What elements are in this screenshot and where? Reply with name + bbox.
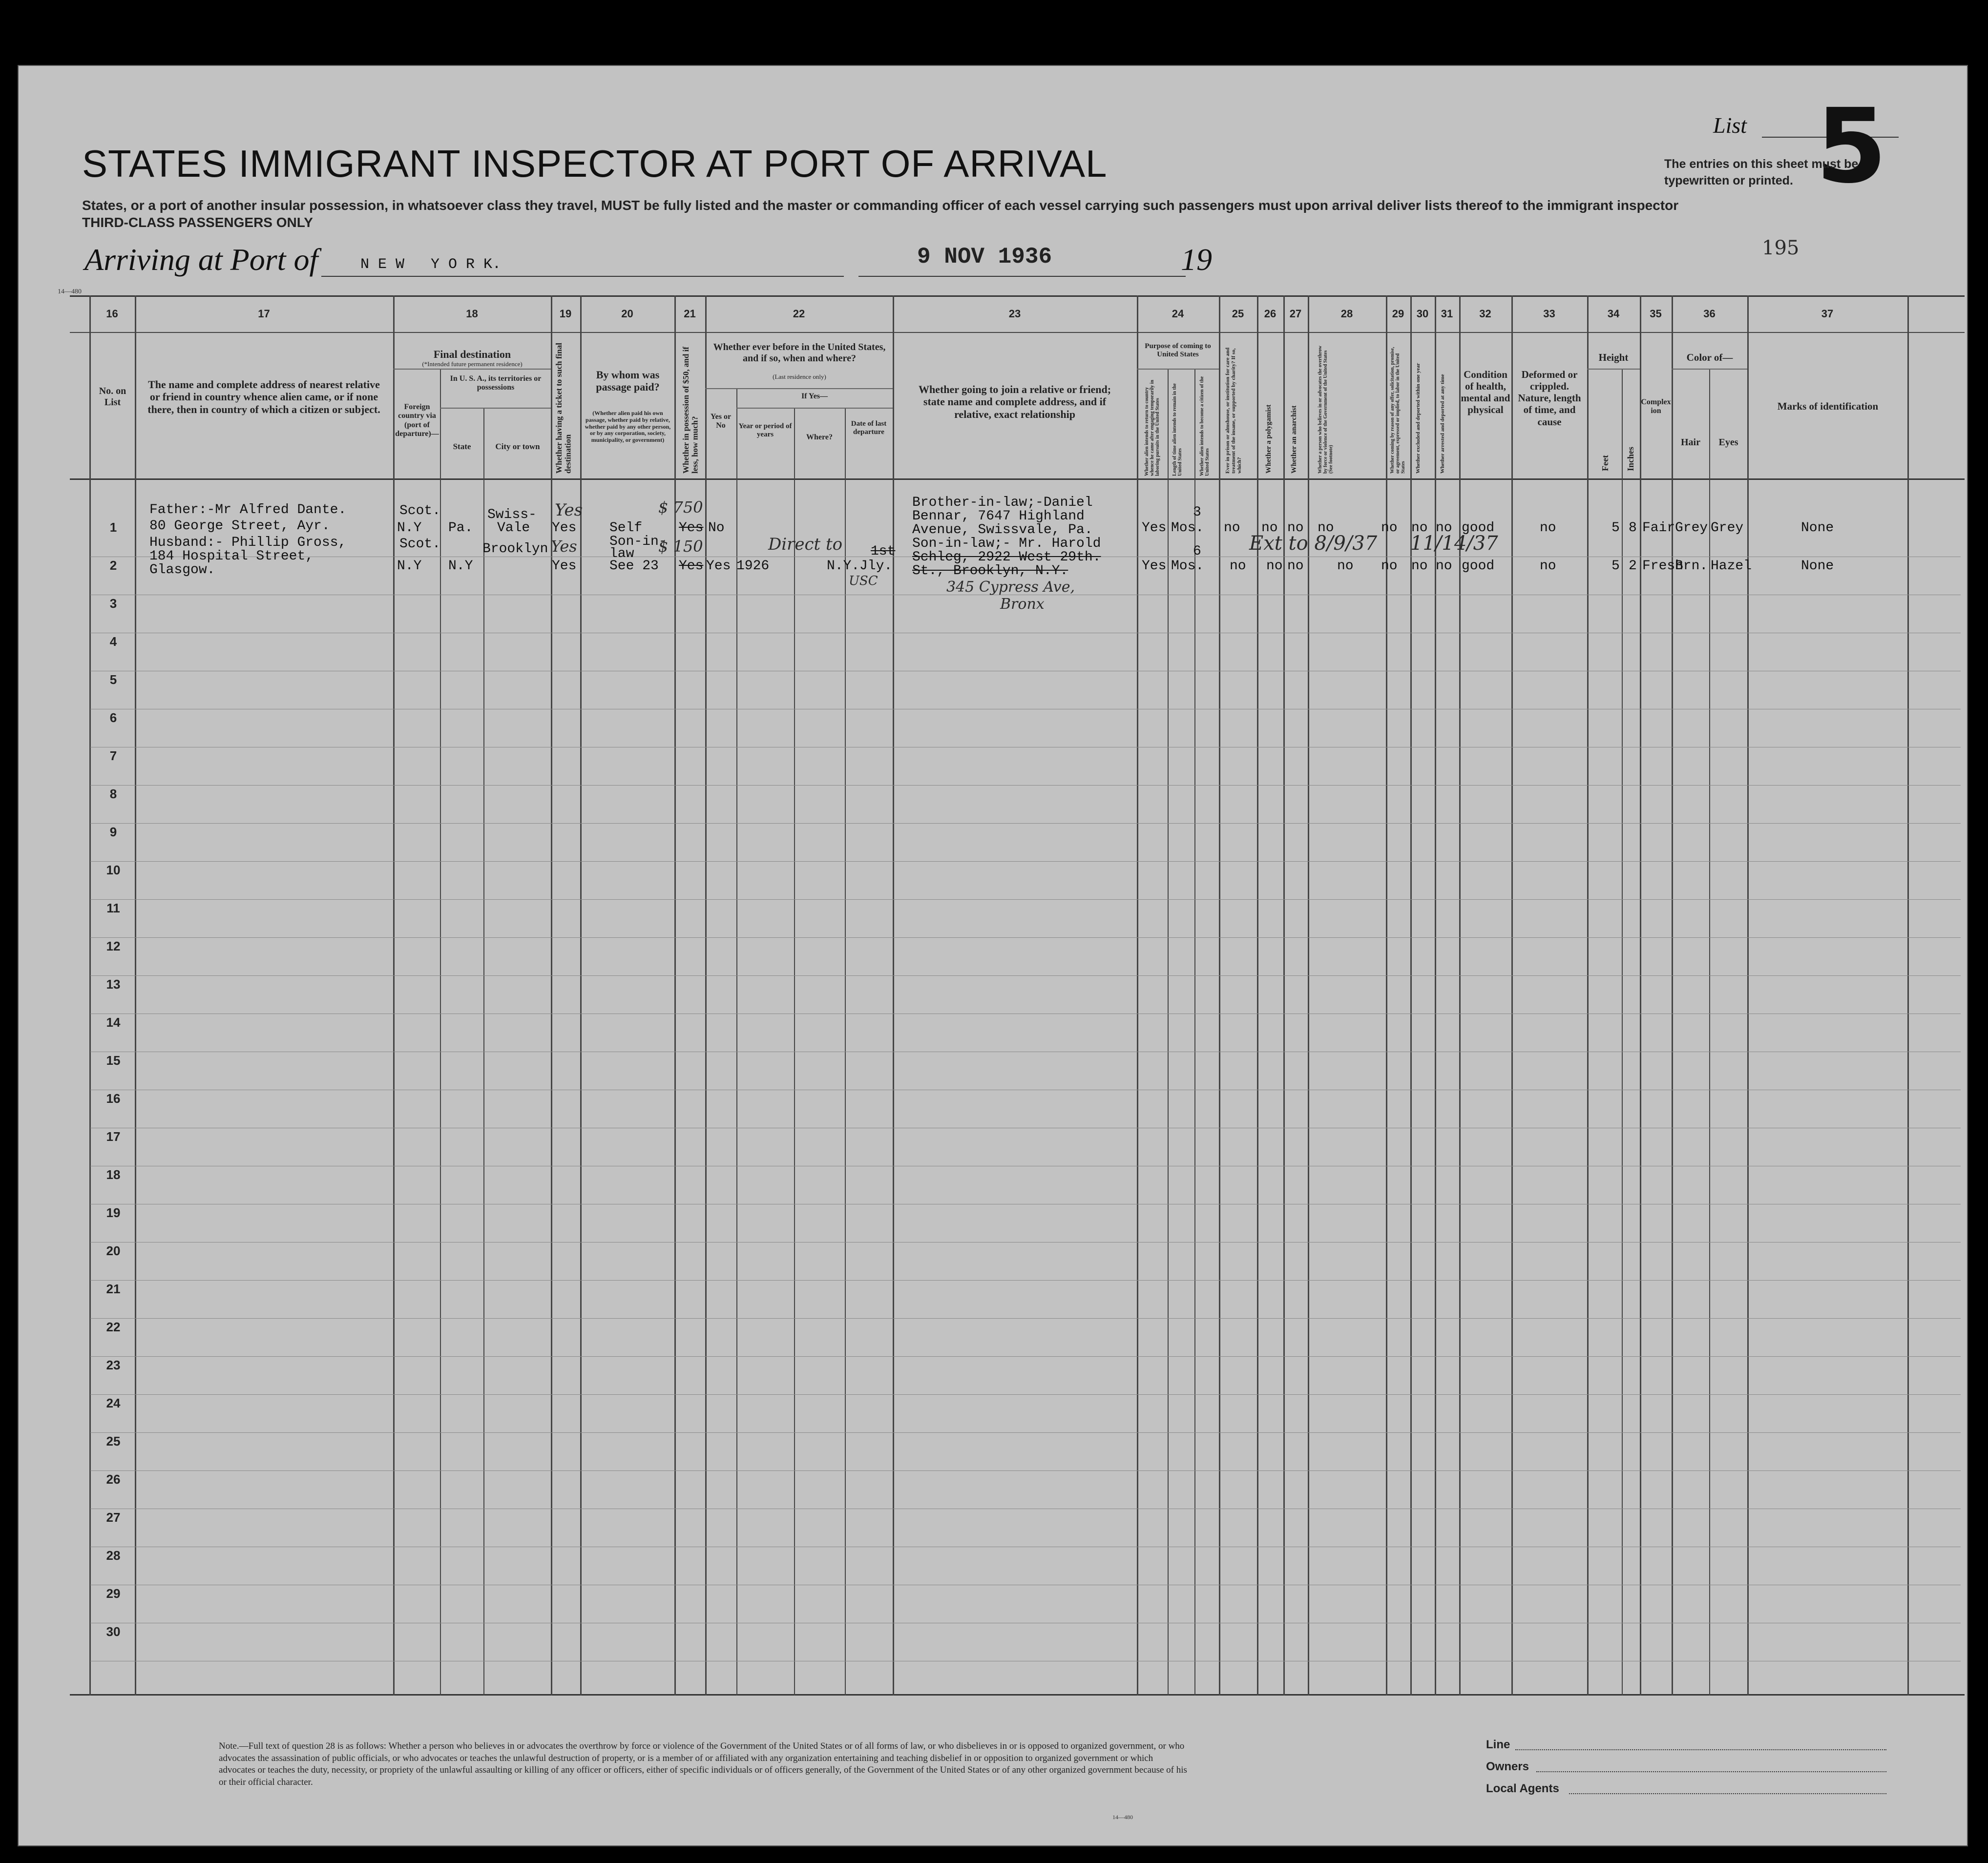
row1-arrested: no <box>1436 520 1452 536</box>
row2-where: N.Y. <box>827 559 860 574</box>
row2-departure: 1st <box>871 544 896 559</box>
line-label: Line <box>1486 1738 1510 1751</box>
row2-passage-line2: law <box>609 546 634 561</box>
row-number: 29 <box>106 1586 121 1601</box>
row2-excluded: no <box>1411 559 1428 574</box>
column-rule <box>1410 295 1412 1696</box>
row1-passage-paid: Self <box>609 520 643 536</box>
header-money: Whether in possession of $50, and if less, how much? <box>681 347 700 474</box>
row2-joining-handwritten-2: Bronx <box>1000 596 1045 613</box>
table-top-border <box>70 295 1965 297</box>
row2-ticket: Yes <box>552 559 577 574</box>
subheader-rule <box>393 369 551 370</box>
row-number: 8 <box>109 787 117 801</box>
row2-inches: 2 <box>1629 559 1637 574</box>
row1-state: Pa. <box>448 520 473 536</box>
column-number: 24 <box>1172 308 1184 320</box>
header-height: Height <box>1598 352 1629 363</box>
extension-annotation: Ext to 8/9/37 <box>1249 532 1378 555</box>
row1-labor: no <box>1381 520 1398 536</box>
header-feet: Feet <box>1600 455 1610 471</box>
column-rule <box>1308 295 1309 1696</box>
row-number: 1 <box>109 520 117 535</box>
column-number: 37 <box>1821 308 1834 320</box>
page-title: STATES IMMIGRANT INSPECTOR AT PORT OF ARRIVAL <box>82 142 1108 185</box>
footnote-question-28: Note.—Full text of question 28 is as follows: Whether a person who believes in or advocates the overthrow by force or violence of the Government of the United States or of all forms of law, or who disbelieves in or is opposed to organized government, or who advocates the assassination of public officials, or who advocates or teaches the unlawful destruction of property, or is a member of or affiliated with any organization entertaining and teaching disbelief in or opposition to organized government or which advocates or teaches the duty, necessity, or propriety of the unlawful assaulting or killing of any officer or officers, either of specific individuals or of officers generally, of the Government of the United States or of any other organized government because of his or their official character. <box>219 1741 1187 1788</box>
owners-label: Owners <box>1486 1760 1529 1773</box>
header-ever-before-note: (Last residence only) <box>773 373 826 380</box>
row-number: 5 <box>109 672 117 687</box>
row-rule <box>90 975 1961 976</box>
header-polygamist: Whether a polygamist <box>1265 404 1273 474</box>
column-rule <box>1622 369 1623 1696</box>
row2-health: good <box>1462 559 1495 574</box>
row-rule <box>90 1318 1961 1319</box>
column-number: 36 <box>1703 308 1716 320</box>
row1-length-number: 3 <box>1193 505 1201 520</box>
row1-complexion: Fair <box>1642 520 1675 536</box>
row-number: 3 <box>109 596 117 611</box>
row1-joining-line2: Bennar, 7647 Highland <box>912 509 1085 524</box>
row2-overthrow: no <box>1337 559 1354 574</box>
header-purpose-length: Length of time alien intends to remain in the United States <box>1172 383 1183 476</box>
column-number: 32 <box>1479 308 1491 320</box>
row1-anarchist: no <box>1287 520 1304 536</box>
header-nearest-relative: The name and complete address of nearest relative or friend in country whence alien came, or if none there, then in country of which a citizen or subject. <box>147 378 380 415</box>
row-number: 22 <box>106 1320 121 1334</box>
row-number: 6 <box>109 710 117 725</box>
column-number: 16 <box>106 308 118 320</box>
row-rule <box>90 785 1961 786</box>
header-purpose-return: Whether alien intends to return to country whence he came after engaging temporarily in laboring pursuits in the United States <box>1144 380 1160 476</box>
row2-foreign-country: Scot. <box>399 537 441 552</box>
row2-foreign-port: N.Y <box>397 559 422 574</box>
row-number: 24 <box>106 1396 121 1410</box>
column-rule <box>1709 369 1710 1696</box>
row2-deformed: no <box>1540 559 1556 574</box>
column-rule <box>1386 295 1387 1696</box>
row-number: 30 <box>106 1624 121 1639</box>
row-number: 13 <box>106 977 121 992</box>
local-agents-field <box>1569 1793 1886 1794</box>
column-rule <box>551 295 552 1696</box>
header-complexion: Complexion <box>1641 398 1671 415</box>
row2-length-number: 6 <box>1193 544 1201 559</box>
subheader-rule <box>1587 369 1640 370</box>
column-rule <box>1219 295 1220 1696</box>
row-rule <box>90 937 1961 938</box>
row-number: 17 <box>106 1129 121 1144</box>
header-where: Where? <box>806 433 833 441</box>
column-number: 30 <box>1416 308 1429 320</box>
column-rule <box>1435 295 1436 1696</box>
row-rule <box>90 1470 1961 1471</box>
row-number: 14 <box>106 1015 121 1030</box>
row2-money: Yes <box>679 559 704 574</box>
row2-state: N.Y <box>448 559 473 574</box>
row2-eyes: Hazel <box>1711 559 1752 574</box>
subheader-rule <box>440 408 551 409</box>
row2-ever-before: Yes <box>706 559 731 574</box>
column-rule <box>736 388 737 1696</box>
column-number: 28 <box>1340 308 1353 320</box>
column-rule <box>1672 295 1673 1696</box>
local-agents-label: Local Agents <box>1486 1782 1559 1795</box>
row-number: 20 <box>106 1243 121 1258</box>
row-rule <box>90 899 1961 900</box>
row2-hair: Brn. <box>1675 559 1708 574</box>
header-overthrow: Whether a person who believes in or advocates the overthrow by force or violence of the Government of the United States (See footnote) <box>1318 346 1334 474</box>
row1-city-line2: Vale <box>497 520 530 536</box>
header-bottom-rule <box>70 478 1965 480</box>
column-number: 29 <box>1392 308 1404 320</box>
header-if-yes: If Yes— <box>801 392 828 400</box>
port-underline <box>321 276 844 277</box>
year-prefix: 19 <box>1181 242 1212 277</box>
page-number: 195 <box>1762 237 1800 259</box>
column-number-rule <box>70 332 1965 333</box>
row1-feet: 5 <box>1611 520 1620 536</box>
row2-departure-month: Jly. <box>859 559 893 574</box>
date-stamp: 9 NOV 1936 <box>917 244 1052 269</box>
row1-ever-before: No <box>708 520 725 536</box>
subheader-rule <box>705 388 893 389</box>
column-rule <box>1168 369 1169 1696</box>
header-ticket: Whether having a ticket to such final destination <box>554 343 573 474</box>
row1-city: Swiss- <box>487 507 537 522</box>
header-anarchist: Whether an anarchist <box>1290 405 1298 474</box>
row2-joining-handwritten-1: 345 Cypress Ave, <box>946 579 1075 596</box>
header-ever-before: Whether ever before in the United States, and if so, when and where? <box>713 342 886 364</box>
header-color: Color of— <box>1686 352 1733 363</box>
column-number: 20 <box>621 308 633 320</box>
row2-city: Brooklyn <box>482 541 548 557</box>
row1-excluded: no <box>1411 520 1428 536</box>
row1-deformed: no <box>1540 520 1556 536</box>
header-city: City or town <box>495 442 540 451</box>
column-rule <box>705 295 707 1696</box>
row-number: 19 <box>106 1205 121 1220</box>
row-number: 4 <box>109 634 117 649</box>
column-rule <box>1747 295 1749 1696</box>
row2-year-handwritten: Direct to <box>768 535 843 554</box>
header-foreign-country: Foreign country via (port of departure)— <box>395 403 439 438</box>
row-number: 16 <box>106 1091 121 1106</box>
row-number: 26 <box>106 1472 121 1487</box>
row2-ticket-handwritten: Yes <box>551 537 577 556</box>
header-final-destination-note: (*Intended future permanent residence) <box>422 360 523 368</box>
column-rule <box>1257 295 1258 1696</box>
row1-relative-line1: Father:-Mr Alfred Dante. <box>149 502 347 518</box>
header-prison: Ever in prison or almshouse, or institution for care and treatment of the insane, or supported by charity? If so, which? <box>1225 347 1243 474</box>
row-number: 9 <box>109 825 117 839</box>
row-number: 2 <box>109 558 117 573</box>
row2-length-unit: Mos. <box>1171 559 1204 574</box>
row2-polygamist: no <box>1266 559 1283 574</box>
row1-overthrow: no <box>1318 520 1334 536</box>
column-number: 33 <box>1543 308 1555 320</box>
owners-field <box>1536 1771 1886 1772</box>
column-rule <box>1459 295 1461 1696</box>
row-rule <box>90 861 1961 862</box>
row1-foreign-port: N.Y <box>397 520 422 536</box>
column-number: 23 <box>1008 308 1021 320</box>
row-number: 28 <box>106 1548 121 1563</box>
row-rule <box>90 1356 1961 1357</box>
row1-joining-line3: Avenue, Swissvale, Pa. <box>912 522 1093 538</box>
row2-marks: None <box>1801 559 1834 574</box>
subheader-rule <box>1672 369 1747 370</box>
row2-money-handwritten: $ 150 <box>658 537 703 556</box>
row-number: 23 <box>106 1358 121 1372</box>
header-arrested: Whether arrested and deported at any time <box>1440 374 1445 474</box>
header-health: Condition of health, mental and physical <box>1461 369 1510 416</box>
header-marks: Marks of identification <box>1777 400 1879 412</box>
list-note: The entries on this sheet must be typewritten or printed. <box>1664 157 1859 187</box>
column-rule <box>893 295 894 1696</box>
column-rule <box>1907 295 1909 1696</box>
column-rule <box>1137 295 1138 1696</box>
row-number: 10 <box>106 863 121 877</box>
row2-purpose-yes: Yes <box>1142 559 1167 574</box>
date-underline <box>858 276 1186 277</box>
column-rule <box>1587 295 1589 1696</box>
row1-relative-line2: 80 George Street, Ayr. <box>149 518 330 534</box>
header-labor: Whether coming by reason of any offer, solicitation, promise, or agreement, expressed or implied, to labor in the United States <box>1390 347 1406 474</box>
row1-eyes: Grey <box>1711 520 1744 536</box>
column-rule <box>135 295 136 1696</box>
column-rule <box>440 369 441 1696</box>
row2-labor: no <box>1381 559 1398 574</box>
row2-anarchist: no <box>1287 559 1304 574</box>
header-purpose: Purpose of coming to United States <box>1145 342 1211 359</box>
column-number: 21 <box>684 308 696 320</box>
row1-inches: 8 <box>1629 520 1637 536</box>
row-rule <box>90 1280 1961 1281</box>
row2-passage-line3: See 23 <box>609 559 659 574</box>
row-number: 11 <box>106 901 120 915</box>
subheader-rule <box>736 408 893 409</box>
header-eyes: Eyes <box>1718 437 1738 448</box>
passenger-class: THIRD-CLASS PASSENGERS ONLY <box>82 215 313 230</box>
row2-relative-line3: Glasgow. <box>149 562 215 578</box>
row1-foreign-country: Scot. <box>399 503 441 518</box>
row1-money-handwritten: $ 750 <box>658 498 703 517</box>
form-code-top: 14—480 <box>58 288 82 295</box>
column-number: 34 <box>1607 308 1620 320</box>
header-purpose-citizen: Whether alien intends to become a citizen of the United States <box>1199 376 1210 476</box>
row1-ticket: Yes <box>552 520 577 536</box>
column-rule <box>89 295 91 1696</box>
subheader-rule <box>1137 369 1219 370</box>
column-number: 35 <box>1650 308 1662 320</box>
list-label: List <box>1713 113 1747 138</box>
line-field <box>1515 1749 1886 1750</box>
row-number: 25 <box>106 1434 121 1449</box>
column-number: 17 <box>258 308 270 320</box>
row2-departure-handwritten: USC <box>849 574 878 588</box>
row-number: 27 <box>106 1510 121 1525</box>
row2-relative-line2: 184 Hospital Street, <box>149 549 314 564</box>
column-rule <box>393 295 395 1696</box>
header-state: State <box>453 442 471 451</box>
header-passage-paid-note: (Whether alien paid his own passage, whether paid by relative, whether paid by any other person, or by any corporation, society, municipality, or government) <box>585 410 671 444</box>
column-number: 25 <box>1232 308 1244 320</box>
column-rule <box>1511 295 1513 1696</box>
row2-arrested: no <box>1436 559 1452 574</box>
column-rule <box>1283 295 1285 1696</box>
row2-feet: 5 <box>1611 559 1620 574</box>
row1-joining-line1: Brother-in-law;-Daniel <box>912 495 1093 510</box>
form-code-bottom: 14—480 <box>1112 1814 1133 1821</box>
header-departure: Date of last departure <box>851 420 887 436</box>
row-number: 12 <box>106 939 121 953</box>
row1-money: Yes <box>679 520 704 536</box>
arriving-label: Arriving at Port of <box>84 242 318 277</box>
header-year: Year or period of years <box>738 422 792 439</box>
row1-hair: Grey <box>1675 520 1708 536</box>
row1-purpose-yes: Yes <box>1142 520 1167 536</box>
row2-joining-line2: Schleg, 2922 West 29th. <box>912 550 1101 565</box>
manifest-sheet <box>18 65 1968 1846</box>
row-rule <box>90 823 1961 824</box>
row2-year: 1926 <box>736 559 770 574</box>
row2-complexion: Fresh <box>1642 559 1684 574</box>
row1-marks: None <box>1801 520 1834 536</box>
header-joining: Whether going to join a relative or friend; state name and complete address, and if relative, exact relationship <box>918 383 1111 420</box>
header-inches: Inches <box>1626 446 1635 471</box>
row-rule <box>90 1394 1961 1395</box>
column-rule <box>1640 295 1641 1696</box>
column-number: 31 <box>1441 308 1453 320</box>
row-number: 21 <box>106 1282 121 1296</box>
row-number: 18 <box>106 1167 121 1182</box>
instruction-text: States, or a port of another insular possession, in whatsoever class they travel, MUST be fully listed and the master or commanding officer of each vessel carrying such passengers must upon arrival deliver lists thereof to the immigrant inspector <box>82 198 1679 213</box>
column-number: 22 <box>793 308 805 320</box>
row2-joining-line3: St., Brooklyn, N.Y. <box>912 563 1068 579</box>
header-yes-no: Yes or No <box>710 413 732 430</box>
header-excluded: Whether excluded and deported within one year <box>1415 363 1421 474</box>
row1-prison: no <box>1224 520 1240 536</box>
column-number: 27 <box>1289 308 1302 320</box>
row2-prison: no <box>1230 559 1246 574</box>
header-list-number: No. on List <box>99 386 126 408</box>
row1-polygamist: no <box>1261 520 1278 536</box>
row1-length-unit: Mos. <box>1171 520 1204 536</box>
header-passage-paid: By whom was passage paid? <box>596 369 660 393</box>
row-rule <box>90 1432 1961 1433</box>
row2-relative-line1: Husband:- Phillip Gross, <box>149 535 347 550</box>
extension-date-annotation: 11/14/37 <box>1410 532 1498 555</box>
row2-passage-line1: Son-in- <box>609 534 667 549</box>
row2-joining-line1: Son-in-law;- Mr. Harold <box>912 536 1101 551</box>
header-final-destination: Final destination <box>433 348 511 360</box>
list-number: 5 <box>1816 86 1887 206</box>
table-bottom-border <box>70 1694 1965 1696</box>
column-number: 26 <box>1264 308 1277 320</box>
header-in-usa: In U. S. A., its territories or possessions <box>450 374 542 392</box>
row-number: 15 <box>106 1053 121 1068</box>
header-deformed: Deformed or crippled. Nature, length of time, and cause <box>1518 369 1581 428</box>
row1-ticket-handwritten: Yes <box>555 500 583 520</box>
row1-health: good <box>1462 520 1495 536</box>
column-number: 19 <box>559 308 572 320</box>
header-hair: Hair <box>1681 437 1700 448</box>
port-name: N E W Y O R K. <box>360 256 502 273</box>
column-number: 18 <box>466 308 478 320</box>
row-number: 7 <box>109 748 117 763</box>
